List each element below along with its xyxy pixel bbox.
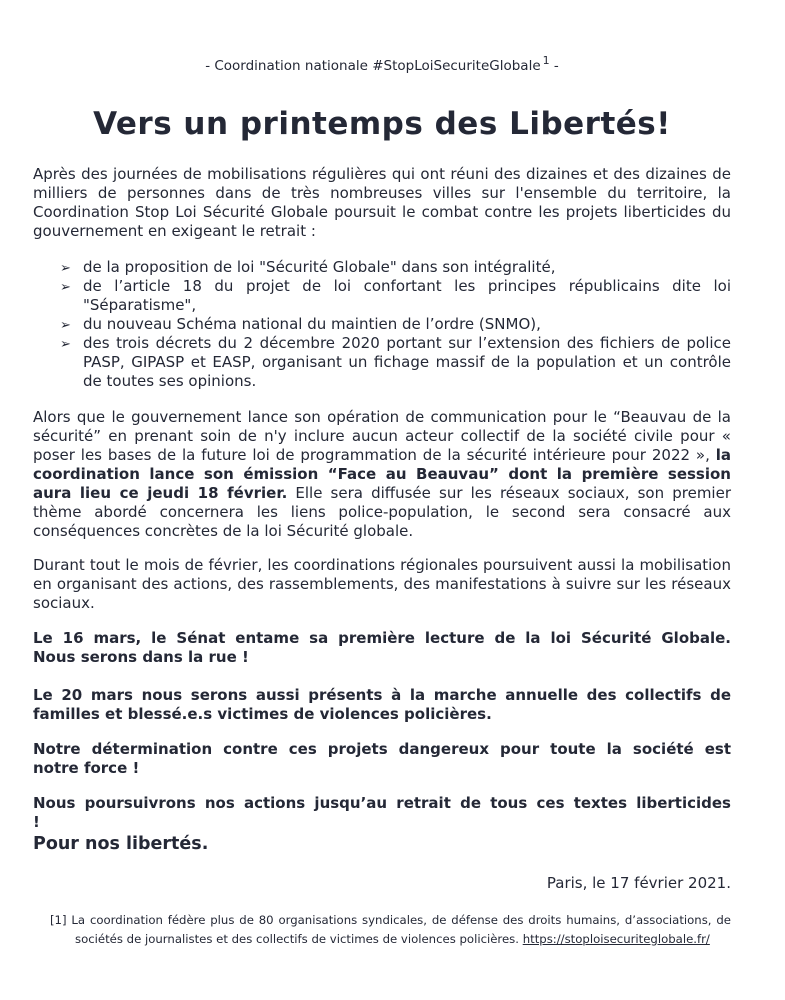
- header-text: - Coordination nationale #StopLoiSecuriteGlobale: [205, 58, 541, 74]
- retrait-paragraph: [33, 794, 731, 832]
- determination-line: notre force !: [33, 759, 140, 777]
- footnote: [33, 911, 731, 948]
- header-dash: -: [549, 58, 559, 74]
- arrow-bullet-icon: ➢: [60, 261, 71, 276]
- demands-list: [33, 258, 731, 391]
- footnote-link[interactable]: https://stoploisecuriteglobale.fr/: [522, 931, 710, 946]
- date-line: Paris, le 17 février 2021.: [546, 874, 731, 892]
- document-header: [33, 53, 731, 76]
- marche-paragraph: Le 20 mars nous serons aussi présents à la marche annuelle des collectifs de familles et blessé.e.s victimes de violences policières.: [33, 686, 731, 723]
- beauvau-paragraph: [33, 408, 731, 541]
- arrow-bullet-icon: ➢: [60, 318, 71, 333]
- list-item: [33, 315, 731, 334]
- arrow-bullet-icon: ➢: [60, 337, 71, 352]
- list-item: [33, 334, 731, 391]
- beauvau-text-bold: la coordination lance son émission “Face au Beauvau” dont la première session aura lieu ce jeudi 18 février.: [33, 446, 731, 502]
- list-item-text: du nouveau Schéma national du maintien de l’ordre (SNMO),: [83, 315, 541, 333]
- intro-paragraph: Après des journées de mobilisations régulières qui ont réuni des dizaines et des dizaines de milliers de personnes dans de très nombreuses villes sur l'ensemble du territoire, la Coordination Stop Loi Sécurité Globale poursuit le combat contre les projets liberticides du gouvernement en exigeant le retrait :: [33, 165, 731, 240]
- arrow-bullet-icon: ➢: [60, 280, 71, 295]
- senat-paragraph: [33, 629, 731, 667]
- determination-paragraph: [33, 740, 731, 778]
- footnote-text: La coordination fédère plus de 80 organisations syndicales, de défense des droits humains, d’associations, de sociétés de journalistes et des collectifs de victimes de violences policières.: [66, 913, 731, 946]
- list-item-text: de l’article 18 du projet de loi confortant les principes républicains dite loi "Séparatisme",: [83, 277, 731, 314]
- retrait-line: !: [33, 813, 40, 831]
- footnote-reference: 1: [542, 53, 550, 67]
- determination-line: Notre détermination contre ces projets dangereux pour toute la société est: [33, 740, 731, 758]
- page-title: Vers un printemps des Libertés!: [93, 106, 671, 142]
- footnote-marker: [1]: [50, 913, 67, 927]
- list-item-text: de la proposition de loi "Sécurité Globale" dans son intégralité,: [83, 258, 556, 276]
- list-item-text: des trois décrets du 2 décembre 2020 portant sur l’extension des fichiers de police PASP, GIPASP et EASP, organisant un fichage massif de la population et un contrôle de toutes ses opinions.: [83, 334, 731, 390]
- senat-line: Nous serons dans la rue !: [33, 648, 249, 666]
- fevrier-paragraph: Durant tout le mois de février, les coordinations régionales poursuivent aussi la mobilisation en organisant des actions, des rassemblements, des manifestations à suivre sur les réseaux sociaux.: [33, 556, 731, 612]
- retrait-line: Nous poursuivrons nos actions jusqu’au retrait de tous ces textes liberticides: [33, 794, 731, 812]
- list-item: [33, 277, 731, 315]
- beauvau-text-regular: Alors que le gouvernement lance son opération de communication pour le “Beauvau de la sécurité” en prenant soin de n'y inclure aucun acteur collectif de la société civile pour « poser les bases de la future loi de programmation de la sécurité intérieure pour 2022 »,: [33, 408, 731, 464]
- beauvau-text-regular: Elle sera diffusée sur les réseaux sociaux, son premier thème abordé concernera les liens police-population, le second sera consacré aux conséquences concrètes de la loi Sécurité globale.: [33, 484, 731, 540]
- senat-line: Le 16 mars, le Sénat entame sa première lecture de la loi Sécurité Globale.: [33, 629, 731, 647]
- libertes-paragraph: Pour nos libertés.: [33, 834, 209, 854]
- list-item: [33, 258, 731, 277]
